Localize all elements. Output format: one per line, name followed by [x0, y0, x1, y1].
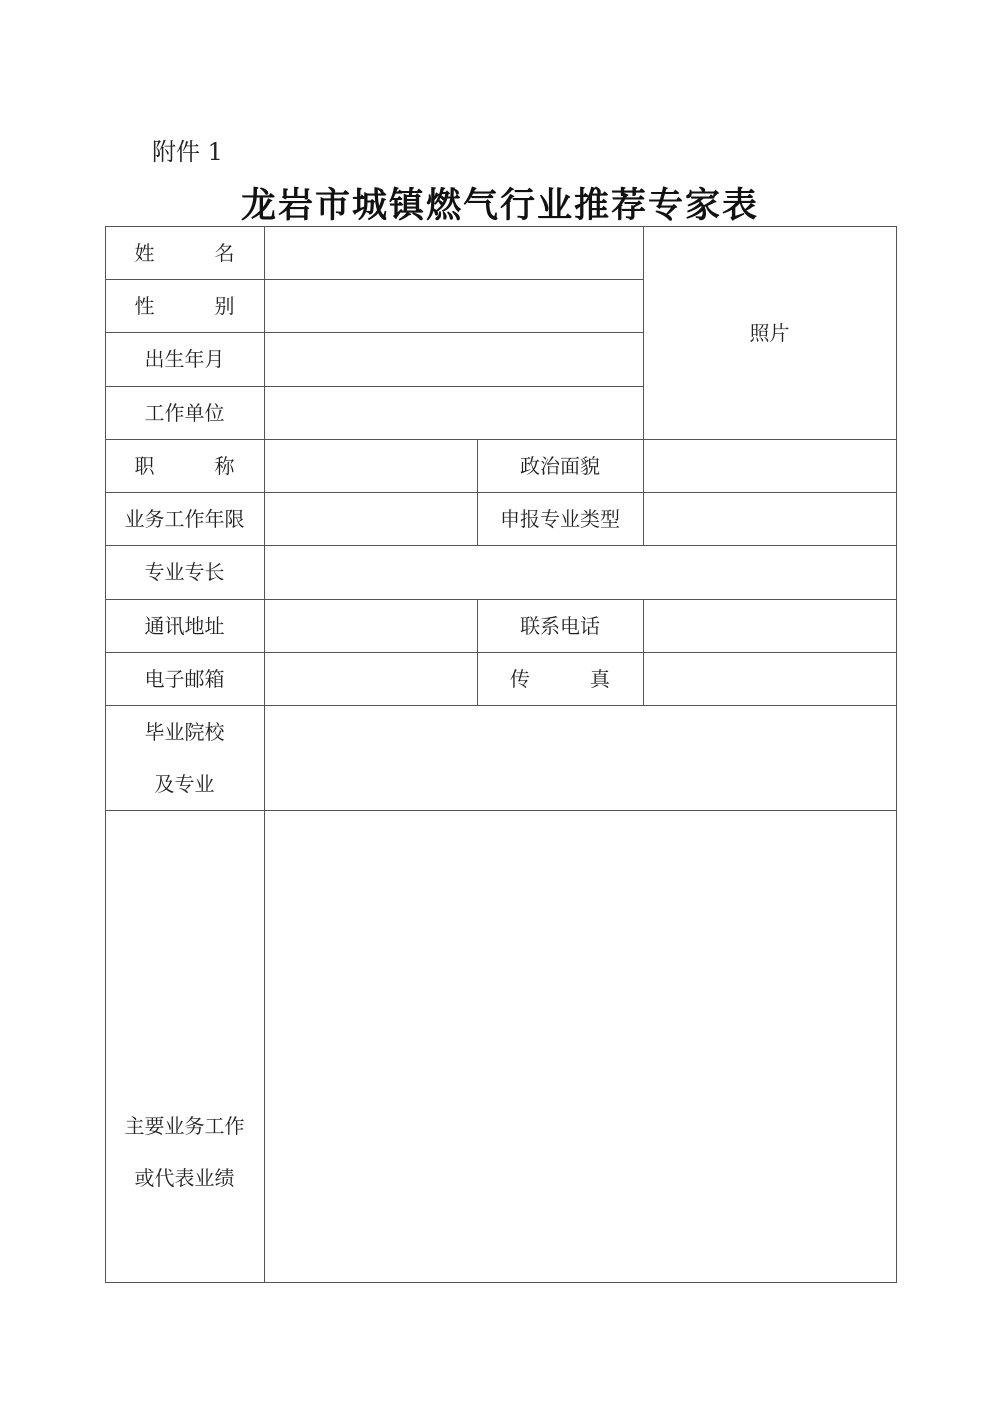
fax-label: 传 真: [477, 652, 644, 706]
gender-field[interactable]: [264, 279, 644, 333]
years-field[interactable]: [264, 492, 478, 546]
gender-label: 性 别: [105, 279, 265, 333]
school-field[interactable]: [264, 705, 897, 811]
expertise-field[interactable]: [264, 545, 897, 600]
page-title: 龙岩市城镇燃气行业推荐专家表: [240, 185, 759, 226]
title-field[interactable]: [264, 439, 478, 493]
work-label-line-1: 主要业务工作: [124, 1113, 245, 1138]
specialty-type-field[interactable]: [643, 492, 897, 546]
expertise-label: 专业专长: [105, 545, 265, 600]
title-label: 职 称: [105, 439, 265, 493]
address-field[interactable]: [264, 599, 478, 653]
school-label: [105, 705, 265, 811]
employer-label: 工作单位: [105, 386, 265, 440]
phone-label: 联系电话: [477, 599, 644, 653]
name-field[interactable]: [264, 226, 644, 280]
email-field[interactable]: [264, 652, 478, 706]
work-label: [105, 810, 265, 1283]
birth-label: 出生年月: [105, 332, 265, 387]
employer-field[interactable]: [264, 386, 644, 440]
photo-box[interactable]: 照片: [643, 226, 897, 440]
specialty-type-label: 申报专业类型: [477, 492, 644, 546]
phone-field[interactable]: [643, 599, 897, 653]
address-label: 通讯地址: [105, 599, 265, 653]
years-label: 业务工作年限: [105, 492, 265, 546]
school-label-line-1: 毕业院校: [144, 719, 225, 744]
attachment-label: 附件 1: [152, 138, 223, 166]
birth-field[interactable]: [264, 332, 644, 387]
work-label-line-2: 或代表业绩: [134, 1165, 235, 1190]
work-field[interactable]: [264, 810, 897, 1283]
school-label-line-2: 及专业: [154, 771, 215, 796]
email-label: 电子邮箱: [105, 652, 265, 706]
political-field[interactable]: [643, 439, 897, 493]
fax-field[interactable]: [643, 652, 897, 706]
political-label: 政治面貌: [477, 439, 644, 493]
name-label: 姓 名: [105, 226, 265, 280]
